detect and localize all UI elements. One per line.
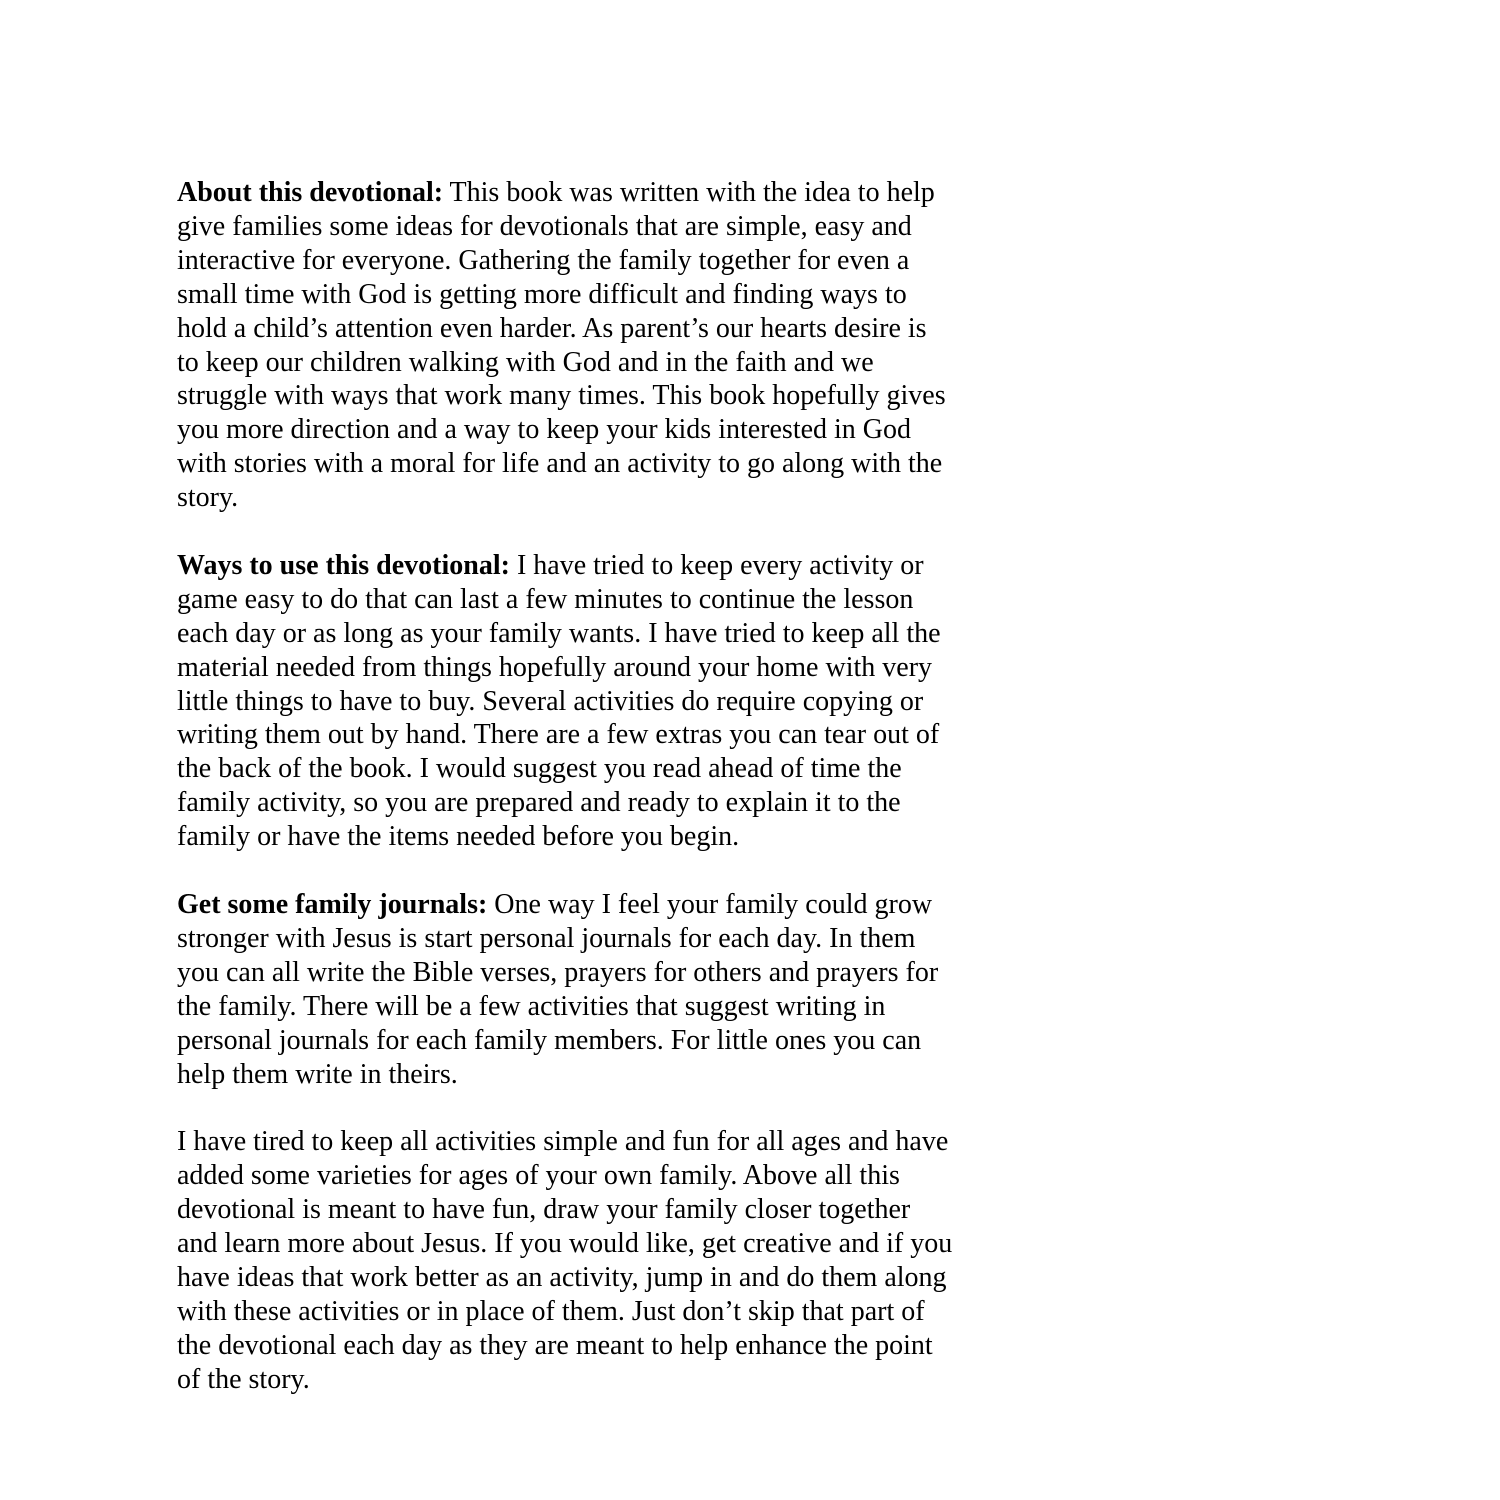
document-body: [177, 176, 1017, 1397]
heading-ways-to-use: Ways to use this devotional:: [177, 549, 510, 581]
heading-about: About this devotional:: [177, 177, 444, 208]
paragraph-about: [177, 176, 1017, 515]
heading-journals: Get some family journals:: [177, 889, 488, 920]
paragraph-journals: [177, 888, 1017, 1091]
paragraph-closing-text: I have tired to keep all activities simple and fun for all ages and have added some varieties for ages of your own family. Above all this devotional is meant to have fun, draw your family closer together and learn more about Jesus. If you would like, get creative and if you have ideas that work better as an activity, jump in and do them along with these activities or in place of them. Just don’t skip that part of the devotional each day as they are meant to help enhance the point of the story.: [177, 1126, 953, 1395]
paragraph-closing: [177, 1125, 1017, 1396]
paragraph-journals-text: One way I feel your family could grow stronger with Jesus is start personal journals for each day. In them you can all write the Bible verses, prayers for others and prayers for the family. There will be a few activities that suggest writing in personal journals for each family members. For little ones you can help them write in theirs.: [177, 889, 939, 1090]
paragraph-ways-to-use-text: I have tried to keep every activity or game easy to do that can last a few minutes to continue the lesson each day or as long as your family wants. I have tried to keep all the material needed from things hopefully around your home with very little things to have to buy. Several activities do require copying or writing them out by hand. There are a few extras you can tear out of the back of the book. I would suggest you read ahead of time the family activity, so you are prepared and ready to explain it to the family or have the items needed before you begin.: [177, 549, 941, 853]
paragraph-ways-to-use: [177, 549, 1017, 854]
paragraph-about-text: This book was written with the idea to help give families some ideas for devotionals that are simple, easy and interactive for everyone. Gathering the family together for even a small time with God is getting more difficult and finding ways to hold a child’s attention even harder. As parent’s our hearts desire is to keep our children walking with God and in the faith and we struggle with ways that work many times. This book hopefully gives you more direction and a way to keep your kids interested in God with stories with a moral for life and an activity to go along with the story.: [177, 177, 946, 514]
